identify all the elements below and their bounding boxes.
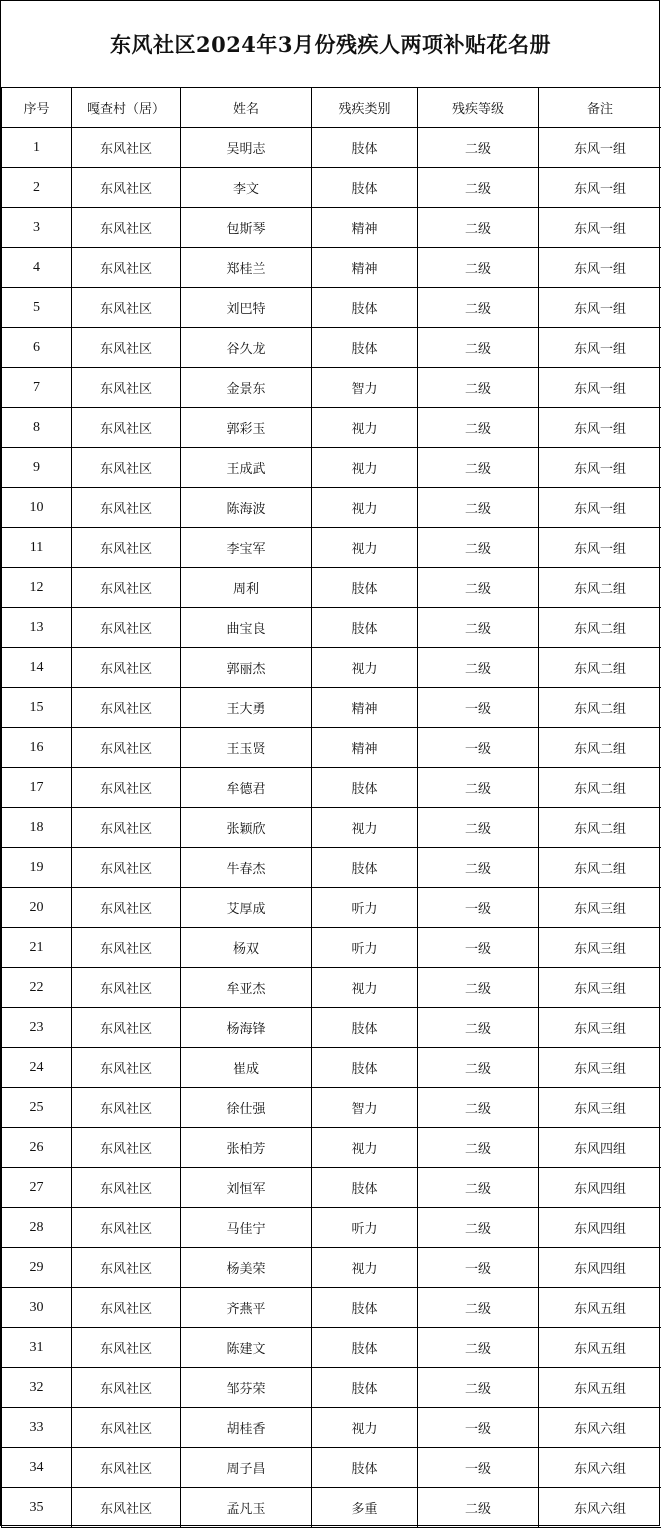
cell-village: 东风社区 [72,328,181,368]
table-row [2,1208,661,1248]
cell-remark: 东风二组 [539,768,661,808]
cell-village: 东风社区 [72,1448,181,1488]
table-body [2,128,661,1528]
cell-remark: 东风三组 [539,928,661,968]
cell-remark: 东风二组 [539,688,661,728]
cell-village: 东风社区 [72,208,181,248]
cell-name: 刘恒军 [181,1168,312,1208]
cell-disability-type: 精神 [312,728,418,768]
cell-remark: 东风四组 [539,1208,661,1248]
cell-index: 27 [2,1168,72,1208]
table-row [2,568,661,608]
cell-disability-type: 肢体 [312,1168,418,1208]
cell-disability-level: 二级 [418,1488,539,1528]
table-row [2,928,661,968]
cell-disability-type: 视力 [312,1248,418,1288]
cell-village: 东风社区 [72,1088,181,1128]
cell-remark: 东风二组 [539,728,661,768]
cell-village: 东风社区 [72,568,181,608]
cell-disability-type: 智力 [312,368,418,408]
cell-remark: 东风三组 [539,968,661,1008]
cell-disability-type: 肢体 [312,1328,418,1368]
cell-disability-level: 二级 [418,1088,539,1128]
cell-name: 王成武 [181,448,312,488]
cell-index: 33 [2,1408,72,1448]
cell-disability-level: 一级 [418,688,539,728]
table-row [2,328,661,368]
cell-index: 30 [2,1288,72,1328]
cell-disability-level: 二级 [418,768,539,808]
cell-name: 李宝军 [181,528,312,568]
cell-village: 东风社区 [72,1408,181,1448]
cell-name: 周利 [181,568,312,608]
cell-remark: 东风四组 [539,1248,661,1288]
cell-village: 东风社区 [72,1248,181,1288]
table-row [2,168,661,208]
cell-remark: 东风六组 [539,1408,661,1448]
table-row [2,448,661,488]
cell-remark: 东风一组 [539,168,661,208]
cell-index: 21 [2,928,72,968]
cell-disability-type: 精神 [312,208,418,248]
cell-name: 郭丽杰 [181,648,312,688]
cell-village: 东风社区 [72,688,181,728]
cell-index: 29 [2,1248,72,1288]
cell-remark: 东风一组 [539,288,661,328]
cell-name: 郭彩玉 [181,408,312,448]
cell-disability-level: 二级 [418,808,539,848]
cell-name: 杨美荣 [181,1248,312,1288]
cell-disability-type: 肢体 [312,1008,418,1048]
cell-remark: 东风一组 [539,368,661,408]
cell-remark: 东风二组 [539,568,661,608]
table-row [2,728,661,768]
table-row [2,808,661,848]
cell-village: 东风社区 [72,968,181,1008]
cell-index: 24 [2,1048,72,1088]
cell-disability-type: 肢体 [312,768,418,808]
cell-disability-type: 肢体 [312,1368,418,1408]
cell-name: 张颖欣 [181,808,312,848]
cell-village: 东风社区 [72,1208,181,1248]
cell-name: 马佳宁 [181,1208,312,1248]
cell-name: 郑桂兰 [181,248,312,288]
table-row [2,1168,661,1208]
cell-index: 20 [2,888,72,928]
cell-disability-level: 二级 [418,448,539,488]
cell-disability-level: 二级 [418,168,539,208]
table-row [2,968,661,1008]
cell-index: 15 [2,688,72,728]
header-index: 序号 [2,88,72,128]
cell-disability-type: 视力 [312,448,418,488]
cell-disability-type: 精神 [312,248,418,288]
cell-disability-type: 视力 [312,648,418,688]
cell-disability-type: 视力 [312,528,418,568]
cell-name: 杨双 [181,928,312,968]
cell-village: 东风社区 [72,368,181,408]
cell-disability-type: 视力 [312,968,418,1008]
cell-disability-type: 视力 [312,408,418,448]
cell-remark: 东风六组 [539,1488,661,1528]
cell-disability-type: 听力 [312,888,418,928]
cell-name: 刘巴特 [181,288,312,328]
cell-disability-level: 二级 [418,1328,539,1368]
table-row [2,648,661,688]
cell-index: 32 [2,1368,72,1408]
table-row [2,288,661,328]
table-row [2,1488,661,1528]
cell-disability-type: 肢体 [312,168,418,208]
cell-disability-level: 二级 [418,848,539,888]
header-remark: 备注 [539,88,661,128]
table-row [2,768,661,808]
cell-remark: 东风二组 [539,648,661,688]
cell-name: 杨海锋 [181,1008,312,1048]
cell-name: 邹芬荣 [181,1368,312,1408]
cell-index: 11 [2,528,72,568]
cell-name: 王玉贤 [181,728,312,768]
cell-remark: 东风二组 [539,608,661,648]
cell-village: 东风社区 [72,728,181,768]
cell-disability-level: 二级 [418,368,539,408]
cell-disability-level: 一级 [418,728,539,768]
cell-disability-level: 二级 [418,1048,539,1088]
cell-village: 东风社区 [72,1008,181,1048]
cell-index: 9 [2,448,72,488]
cell-village: 东风社区 [72,1048,181,1088]
cell-village: 东风社区 [72,1368,181,1408]
cell-disability-type: 视力 [312,1408,418,1448]
cell-disability-level: 二级 [418,1008,539,1048]
cell-disability-level: 二级 [418,408,539,448]
cell-disability-level: 二级 [418,288,539,328]
cell-disability-type: 肢体 [312,1448,418,1488]
cell-disability-level: 二级 [418,608,539,648]
cell-index: 6 [2,328,72,368]
table-row [2,1448,661,1488]
cell-index: 13 [2,608,72,648]
cell-index: 5 [2,288,72,328]
cell-disability-level: 二级 [418,528,539,568]
cell-remark: 东风一组 [539,208,661,248]
cell-index: 25 [2,1088,72,1128]
cell-disability-level: 二级 [418,1168,539,1208]
cell-name: 齐燕平 [181,1288,312,1328]
table-row [2,1408,661,1448]
cell-disability-type: 肢体 [312,1288,418,1328]
cell-remark: 东风五组 [539,1288,661,1328]
cell-disability-level: 二级 [418,208,539,248]
cell-index: 23 [2,1008,72,1048]
cell-disability-level: 二级 [418,488,539,528]
cell-village: 东风社区 [72,448,181,488]
cell-village: 东风社区 [72,288,181,328]
table-row [2,1088,661,1128]
cell-index: 8 [2,408,72,448]
cell-disability-level: 一级 [418,1248,539,1288]
cell-remark: 东风三组 [539,1088,661,1128]
table-row [2,208,661,248]
cell-name: 陈建文 [181,1328,312,1368]
cell-village: 东风社区 [72,248,181,288]
cell-name: 金景东 [181,368,312,408]
table-row [2,608,661,648]
cell-index: 18 [2,808,72,848]
cell-village: 东风社区 [72,1488,181,1528]
cell-disability-level: 二级 [418,1128,539,1168]
cell-village: 东风社区 [72,768,181,808]
cell-disability-level: 二级 [418,248,539,288]
cell-index: 2 [2,168,72,208]
cell-name: 孟凡玉 [181,1488,312,1528]
cell-disability-level: 一级 [418,888,539,928]
cell-disability-type: 听力 [312,928,418,968]
cell-name: 艾厚成 [181,888,312,928]
cell-village: 东风社区 [72,168,181,208]
cell-village: 东风社区 [72,408,181,448]
cell-disability-type: 视力 [312,808,418,848]
cell-village: 东风社区 [72,928,181,968]
cell-name: 王大勇 [181,688,312,728]
cell-village: 东风社区 [72,808,181,848]
cell-remark: 东风五组 [539,1368,661,1408]
cell-name: 胡桂香 [181,1408,312,1448]
cell-village: 东风社区 [72,1328,181,1368]
table-row [2,888,661,928]
cell-index: 12 [2,568,72,608]
cell-disability-type: 肢体 [312,608,418,648]
cell-remark: 东风一组 [539,328,661,368]
cell-index: 4 [2,248,72,288]
cell-disability-level: 二级 [418,1288,539,1328]
table-row [2,1008,661,1048]
cell-disability-type: 肢体 [312,848,418,888]
page-title: 东风社区2024年3月份残疾人两项补贴花名册 [1,1,660,87]
table-row [2,848,661,888]
table-row [2,688,661,728]
cell-remark: 东风六组 [539,1448,661,1488]
table-row [2,1248,661,1288]
cell-disability-type: 肢体 [312,288,418,328]
cell-index: 35 [2,1488,72,1528]
cell-name: 张柏芳 [181,1128,312,1168]
cell-remark: 东风一组 [539,448,661,488]
cell-disability-type: 肢体 [312,1048,418,1088]
cell-disability-type: 肢体 [312,128,418,168]
header-village: 嘎查村（居） [72,88,181,128]
cell-disability-level: 一级 [418,1408,539,1448]
table-row [2,1048,661,1088]
cell-disability-level: 二级 [418,568,539,608]
cell-village: 东风社区 [72,888,181,928]
cell-index: 7 [2,368,72,408]
cell-remark: 东风一组 [539,408,661,448]
cell-village: 东风社区 [72,128,181,168]
cell-name: 牟亚杰 [181,968,312,1008]
header-name: 姓名 [181,88,312,128]
cell-disability-type: 肢体 [312,328,418,368]
cell-disability-level: 二级 [418,328,539,368]
cell-name: 徐仕强 [181,1088,312,1128]
cell-disability-level: 二级 [418,648,539,688]
cell-disability-type: 肢体 [312,568,418,608]
table-row [2,368,661,408]
cell-disability-level: 一级 [418,928,539,968]
cell-index: 28 [2,1208,72,1248]
cell-index: 16 [2,728,72,768]
cell-village: 东风社区 [72,528,181,568]
table-row [2,1368,661,1408]
table-row [2,1288,661,1328]
header-disability-level: 残疾等级 [418,88,539,128]
cell-remark: 东风一组 [539,248,661,288]
cell-remark: 东风二组 [539,808,661,848]
cell-remark: 东风三组 [539,888,661,928]
cell-index: 10 [2,488,72,528]
cell-remark: 东风一组 [539,128,661,168]
header-disability-type: 残疾类别 [312,88,418,128]
cell-name: 曲宝良 [181,608,312,648]
cell-remark: 东风三组 [539,1048,661,1088]
table-row [2,248,661,288]
table-row [2,488,661,528]
cell-name: 吴明志 [181,128,312,168]
cell-village: 东风社区 [72,848,181,888]
table-row [2,408,661,448]
cell-disability-type: 听力 [312,1208,418,1248]
cell-index: 14 [2,648,72,688]
cell-name: 谷久龙 [181,328,312,368]
table-row [2,1328,661,1368]
cell-disability-level: 二级 [418,1208,539,1248]
cell-index: 34 [2,1448,72,1488]
cell-village: 东风社区 [72,1168,181,1208]
cell-village: 东风社区 [72,488,181,528]
cell-remark: 东风二组 [539,848,661,888]
cell-disability-type: 智力 [312,1088,418,1128]
header-row [2,88,661,128]
cell-disability-type: 多重 [312,1488,418,1528]
cell-disability-level: 二级 [418,1368,539,1408]
cell-remark: 东风四组 [539,1128,661,1168]
cell-name: 李文 [181,168,312,208]
cell-disability-level: 二级 [418,128,539,168]
roster-table [1,87,661,1528]
cell-disability-type: 视力 [312,488,418,528]
cell-village: 东风社区 [72,648,181,688]
cell-index: 19 [2,848,72,888]
cell-remark: 东风一组 [539,488,661,528]
cell-index: 26 [2,1128,72,1168]
cell-index: 22 [2,968,72,1008]
table-row [2,528,661,568]
cell-index: 1 [2,128,72,168]
cell-disability-type: 视力 [312,1128,418,1168]
cell-remark: 东风一组 [539,528,661,568]
cell-index: 17 [2,768,72,808]
cell-name: 崔成 [181,1048,312,1088]
cell-name: 包斯琴 [181,208,312,248]
cell-disability-type: 精神 [312,688,418,728]
cell-name: 牟德君 [181,768,312,808]
cell-village: 东风社区 [72,608,181,648]
cell-index: 31 [2,1328,72,1368]
cell-village: 东风社区 [72,1128,181,1168]
cell-name: 周子昌 [181,1448,312,1488]
cell-remark: 东风五组 [539,1328,661,1368]
cell-disability-level: 二级 [418,968,539,1008]
table-row [2,128,661,168]
cell-name: 牛春杰 [181,848,312,888]
cell-disability-level: 一级 [418,1448,539,1488]
cell-index: 3 [2,208,72,248]
cell-remark: 东风四组 [539,1168,661,1208]
cell-name: 陈海波 [181,488,312,528]
table-row [2,1128,661,1168]
cell-remark: 东风三组 [539,1008,661,1048]
cell-village: 东风社区 [72,1288,181,1328]
